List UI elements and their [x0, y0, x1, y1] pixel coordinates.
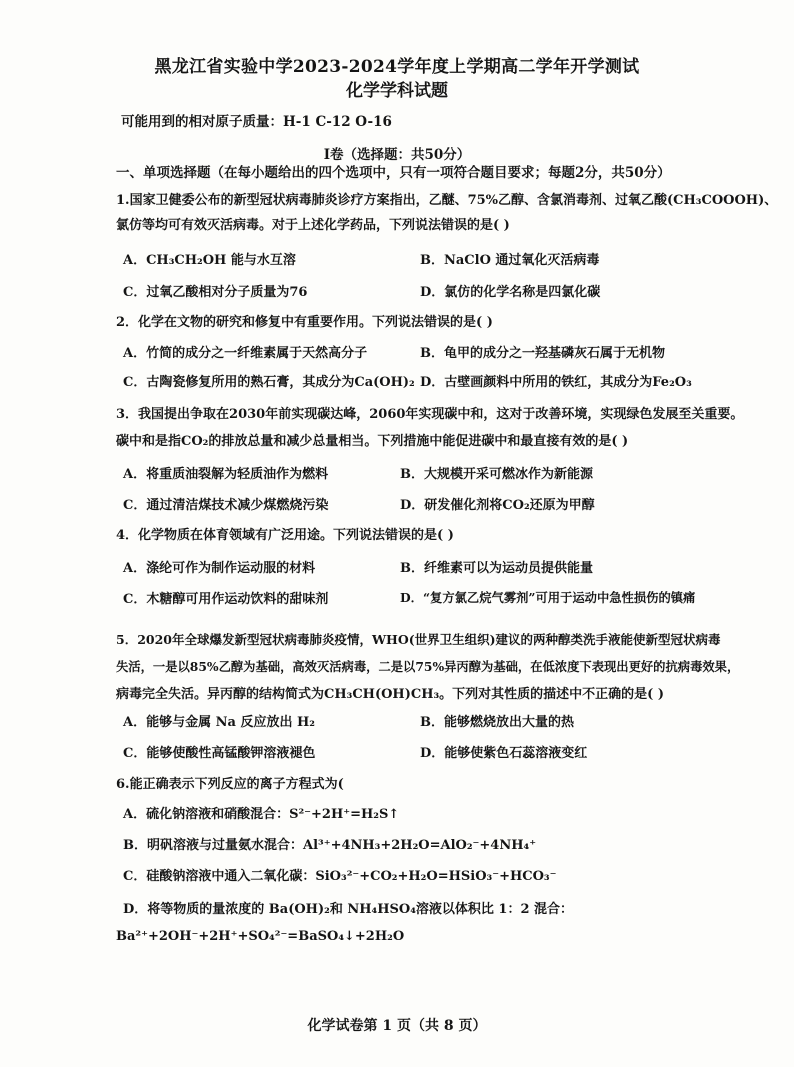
- part-title: 一、单项选择题（在每小题给出的四个选项中，只有一项符合题目要求；每题2分，共50分）: [116, 165, 671, 181]
- question-1-option-a: A．CH₃CH₂OH 能与水互溶: [123, 253, 296, 268]
- question-4-option-a: A．涤纶可作为制作运动服的材料: [123, 561, 316, 576]
- question-4-stem-line-1: 4．化学物质在体育领域有广泛用途。下列说法错误的是( ): [116, 528, 454, 543]
- question-4-option-c: C．木糖醇可用作运动饮料的甜味剂: [123, 592, 329, 607]
- question-6-option-d: D．将等物质的量浓度的 Ba(OH)₂和 NH₄HSO₄溶液以体积比 1：2 混合：: [123, 902, 574, 917]
- question-4-option-b: B．纤维素可以为运动员提供能量: [400, 561, 593, 576]
- question-2-option-b: B．龟甲的成分之一羟基磷灰石属于无机物: [420, 346, 665, 361]
- question-6-option-a: A．硫化钠溶液和硝酸混合：S²⁻+2H⁺=H₂S↑: [123, 807, 400, 822]
- question-2-option-c: C．古陶瓷修复所用的熟石膏，其成分为Ca(OH)₂: [123, 375, 415, 390]
- question-4-option-d: D．“复方氯乙烷气雾剂”可用于运动中急性损伤的镇痛: [400, 590, 696, 605]
- question-1-stem-line-2: 氯仿等均可有效灭活病毒。对于上述化学药品，下列说法错误的是( ): [116, 218, 510, 233]
- question-1-stem-line-1: 1.国家卫健委公布的新型冠状病毒肺炎诊疗方案指出，乙醚、75%乙醇、含氯消毒剂、过氧乙酸(CH₃COOOH)、: [116, 193, 778, 208]
- question-3-option-d: D．研发催化剂将CO₂还原为甲醇: [400, 498, 595, 513]
- question-3-stem-line-1: 3．我国提出争取在2030年前实现碳达峰，2060年实现碳中和，这对于改善环境，实现绿色发展至关重要。: [116, 407, 744, 422]
- question-6-stem-line-1: 6.能正确表示下列反应的离子方程式为(: [116, 777, 344, 792]
- question-3-stem-line-2: 碳中和是指CO₂的排放总量和减少总量相当。下列措施中能促进碳中和最直接有效的是( ): [116, 434, 629, 449]
- question-6-option-c: C．硅酸钠溶液中通入二氧化碳：SiO₃²⁻+CO₂+H₂O=HSiO₃⁻+HCO₃⁻: [123, 869, 557, 884]
- question-1-option-d: D．氯仿的化学名称是四氯化碳: [420, 285, 601, 300]
- question-6-option-b: B．明矾溶液与过量氨水混合：Al³⁺+4NH₃+2H₂O=AlO₂⁻+4NH₄⁺: [123, 838, 537, 853]
- question-2-stem-line-1: 2．化学在文物的研究和修复中有重要作用。下列说法错误的是( ): [116, 315, 493, 330]
- question-1-option-c: C．过氧乙酸相对分子质量为76: [123, 285, 308, 300]
- question-3-option-b: B．大规模开采可燃冰作为新能源: [400, 467, 593, 482]
- question-5-option-c: C．能够使酸性高锰酸钾溶液褪色: [123, 746, 316, 761]
- question-5-option-a: A．能够与金属 Na 反应放出 H₂: [123, 715, 315, 730]
- section-heading: Ⅰ卷（选择题：共50分）: [323, 147, 471, 163]
- question-6-option-d-equation: Ba²⁺+2OH⁻+2H⁺+SO₄²⁻=BaSO₄↓+2H₂O: [116, 929, 405, 944]
- atomic-masses-line: 可能用到的相对原子质量：H-1 C-12 O-16: [121, 114, 392, 130]
- question-5-stem-line-2: 失活，一是以85%乙醇为基础，高效灭活病毒，二是以75%异丙醇为基础，在低浓度下表现出更好的抗病毒效果，: [116, 659, 740, 674]
- exam-title: 黑龙江省实验中学2023-2024学年度上学期高二学年开学测试: [154, 57, 640, 77]
- exam-subtitle: 化学学科试题: [346, 81, 448, 101]
- question-3-option-c: C．通过清洁煤技术减少煤燃烧污染: [123, 498, 329, 513]
- question-3-option-a: A．将重质油裂解为轻质油作为燃料: [123, 467, 329, 482]
- question-1-option-b: B．NaClO 通过氧化灭活病毒: [420, 253, 600, 268]
- question-5-stem-line-1: 5．2020年全球爆发新型冠状病毒肺炎疫情，WHO(世界卫生组织)建议的两种醇类洗手液能使新型冠状病毒: [116, 632, 721, 647]
- question-2-option-a: A．竹简的成分之一纤维素属于天然高分子: [123, 346, 368, 361]
- question-5-option-b: B．能够燃烧放出大量的热: [420, 715, 574, 730]
- question-2-option-d: D．古壁画颜料中所用的铁红，其成分为Fe₂O₃: [420, 375, 692, 390]
- page-footer: 化学试卷第 1 页（共 8 页）: [307, 1018, 487, 1034]
- question-5-option-d: D．能够使紫色石蕊溶液变红: [420, 746, 588, 761]
- question-5-stem-line-3: 病毒完全失活。异丙醇的结构简式为CH₃CH(OH)CH₃。下列对其性质的描述中不正确的是( ): [116, 687, 665, 702]
